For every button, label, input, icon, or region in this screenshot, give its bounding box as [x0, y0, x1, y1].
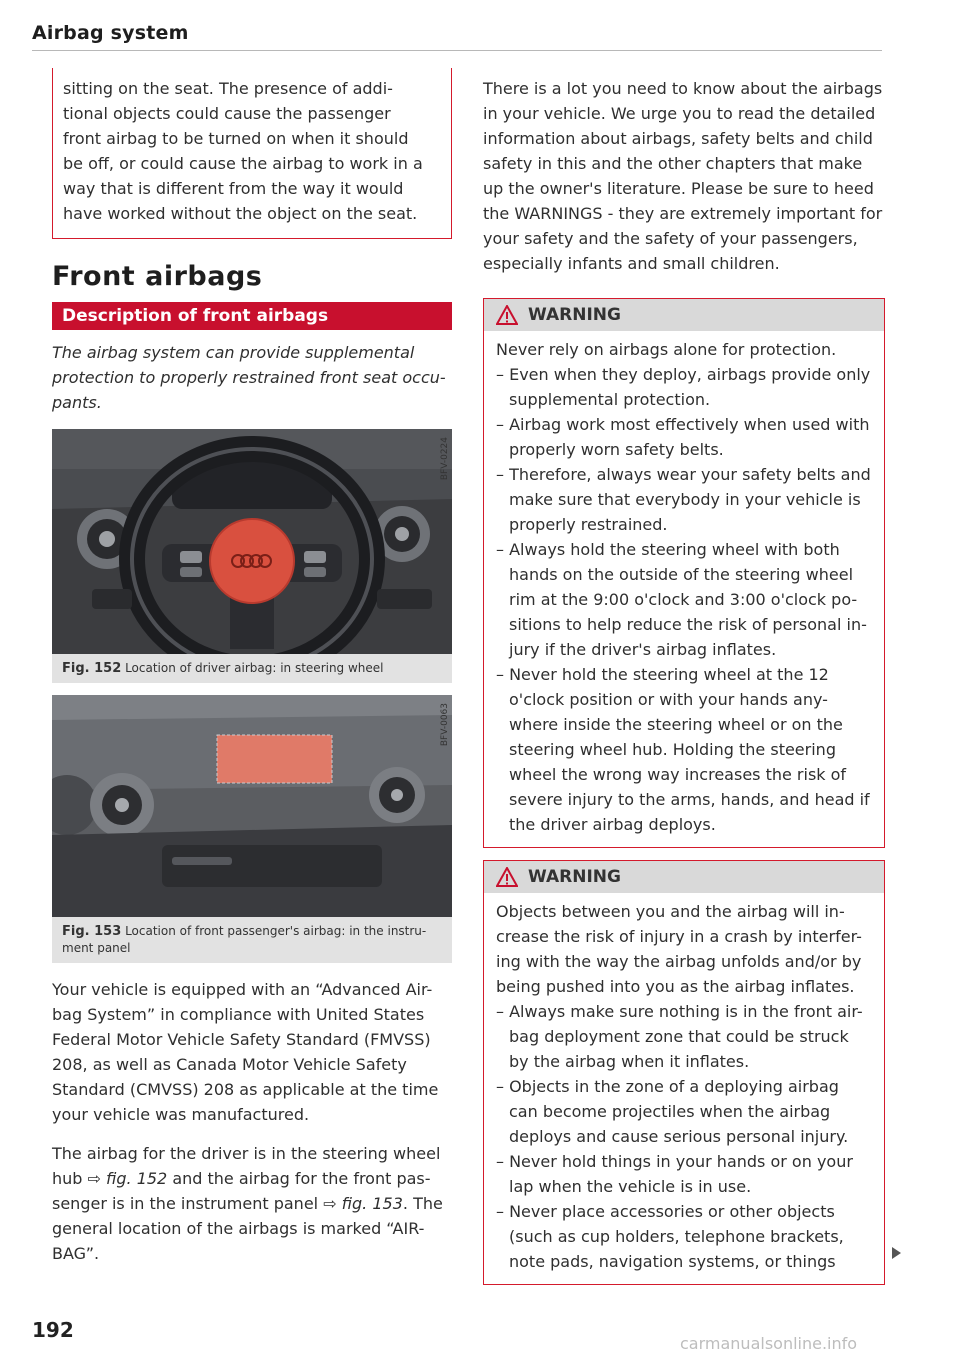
warning-triangle-icon	[496, 867, 518, 887]
list-item: – Objects in the zone of a deploying airbag can become projectiles when the airbag deploys and cause serious personal injury.	[496, 1077, 849, 1146]
warning-lead: Objects between you and the airbag will in-crease the risk of injury in a crash by interfer-ing with the way the airbag unfolds and/or by being pushed into you as the airbag inflates.	[496, 902, 862, 996]
page-number: 192	[32, 1318, 74, 1342]
warning-box-1	[483, 298, 885, 848]
para-text: . The general location of the airbags is marked “AIR-BAG”.	[52, 1194, 443, 1263]
figure-153	[52, 695, 452, 963]
warning-title: WARNING	[528, 867, 621, 887]
list-item: – Even when they deploy, airbags provide only supplemental protection.	[496, 365, 871, 409]
watermark: carmanualsonline.info	[680, 1334, 858, 1353]
list-item: – Airbag work most effectively when used with properly worn safety belts.	[496, 415, 870, 459]
section-title: Front airbags	[52, 261, 263, 292]
steering-wheel-image	[52, 429, 452, 654]
warning-title: WARNING	[528, 305, 621, 325]
dashboard-image	[52, 695, 452, 917]
figure-label: Fig. 152	[62, 661, 122, 676]
warning-header	[484, 299, 884, 331]
carryover-box	[52, 68, 452, 239]
figure-152	[52, 429, 452, 683]
figure-caption	[52, 917, 452, 963]
figure-caption-text: Location of driver airbag: in steering wheel	[125, 661, 384, 675]
warning-body	[484, 893, 884, 1284]
figure-label: Fig. 153	[62, 924, 122, 939]
left-column	[52, 68, 452, 1266]
page-header	[32, 22, 882, 51]
para-text: and the airbag for the front pas-senger is in the instrument panel	[52, 1169, 431, 1213]
list-item: – Never hold the steering wheel at the 12 o'clock position or with your hands any-where inside the steering wheel or on the steering wheel hub. Holding the steering wheel the wrong way increases the risk of severe injury to the arms, hands, and head if the driver airbag deploys.	[496, 665, 870, 834]
carryover-text: sitting on the seat. The presence of addi-tional objects could cause the passenger front airbag to be turned on when it should be off, or could cause the airbag to work in a way that is different from the way it would have worked without the object on the seat.	[63, 79, 423, 223]
paragraph-airbag-location	[52, 1141, 452, 1266]
warning-lead: Never rely on airbags alone for protection.	[496, 340, 837, 359]
header-title: Airbag system	[32, 22, 189, 44]
figure-code: BFV-0063	[440, 703, 450, 747]
paragraph-advanced-airbag: Your vehicle is equipped with an “Advanced Air-bag System” in compliance with United States Federal Motor Vehicle Safety Standard (FMVSS) 208, as well as Canada Motor Vehicle Safety Standard (CMVSS) 208 as applicable at the time your vehicle was manufactured.	[52, 980, 439, 1124]
warning-list	[496, 999, 872, 1274]
intro-text: The airbag system can provide supplemental protection to properly restrained front seat occu-pants.	[52, 343, 446, 412]
fig-153-reference-link[interactable]: ⇨ fig. 153	[323, 1194, 403, 1213]
warning-body	[484, 331, 884, 847]
list-item: – Always hold the steering wheel with both hands on the outside of the steering wheel rim at the 9:00 o'clock and 3:00 o'clock po-sitions to help reduce the risk of personal in-jury if the driver's airbag inflates.	[496, 540, 867, 659]
figure-caption-text: Location of front passenger's airbag: in the instru-ment panel	[62, 924, 427, 955]
figure-caption	[52, 654, 452, 683]
subsection-title: Description of front airbags	[52, 302, 452, 330]
continue-arrow-icon	[892, 1247, 901, 1259]
list-item: – Therefore, always wear your safety belts and make sure that everybody in your vehicle is properly restrained.	[496, 465, 871, 534]
fig-152-reference-link[interactable]: ⇨ fig. 152	[87, 1169, 168, 1188]
warning-triangle-icon	[496, 305, 518, 325]
list-item: – Never hold things in your hands or on your lap when the vehicle is in use.	[496, 1152, 853, 1196]
right-column	[483, 68, 885, 1285]
para-text: The airbag for the driver is in the steering wheel hub	[52, 1144, 441, 1188]
warning-header	[484, 861, 884, 893]
list-item: – Never place accessories or other objects (such as cup holders, telephone brackets, note pads, navigation systems, or things	[496, 1202, 844, 1271]
warning-list	[496, 362, 872, 837]
right-intro-text: There is a lot you need to know about the airbags in your vehicle. We urge you to read the detailed information about airbags, safety belts and child safety in this and the other chapters that make up the owner's literature. Please be sure to heed the WARNINGS - they are extremely important for your safety and the safety of your passengers, especially infants and small children.	[483, 79, 883, 273]
figure-code: BFV-0224	[440, 437, 450, 481]
warning-box-2	[483, 860, 885, 1285]
list-item: – Always make sure nothing is in the front air-bag deployment zone that could be struck by the airbag when it inflates.	[496, 1002, 863, 1071]
